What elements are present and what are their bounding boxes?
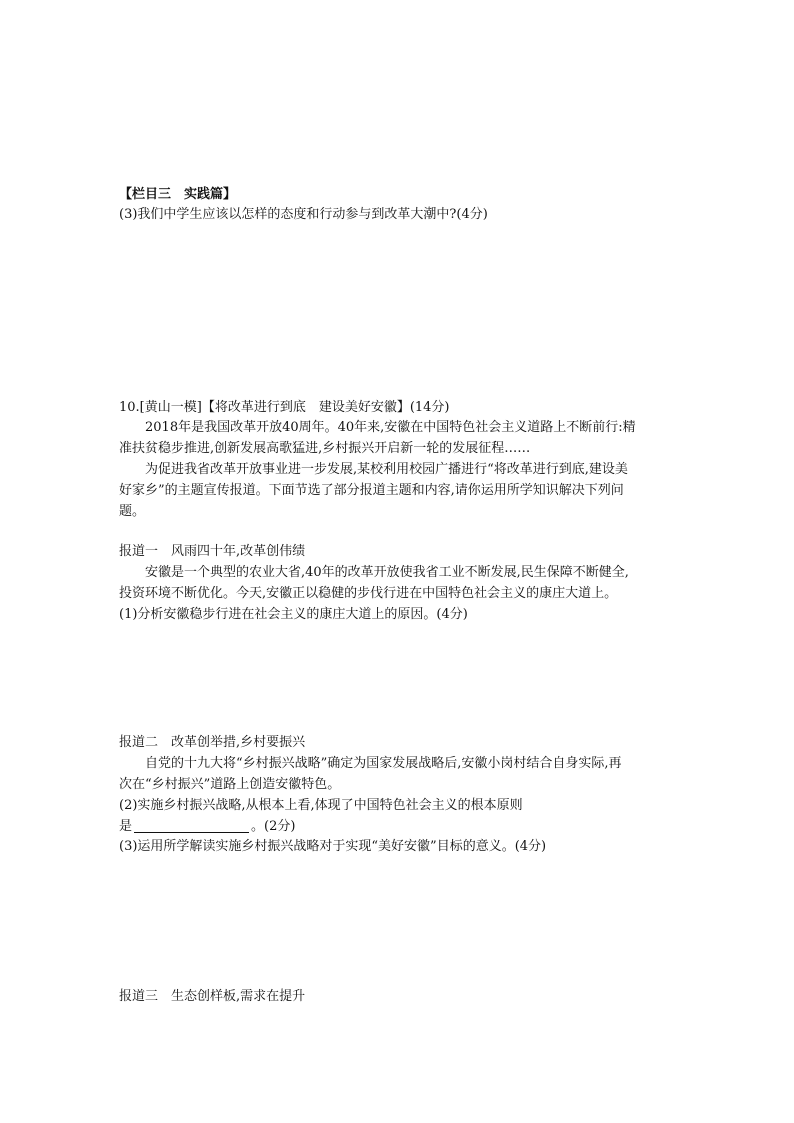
report-2-question-3: (3)运用所学解读实施乡村振兴战略对于实现“美好安徽”目标的意义。(4分) xyxy=(119,839,547,854)
question-10-title: 10.[黄山一模]【将改革进行到底 建设美好安徽】(14分) xyxy=(119,400,450,415)
report-2-body-line-2: 次在“乡村振兴”道路上创造安徽特色。 xyxy=(119,777,341,792)
report-2-question-2-line-1: (2)实施乡村振兴战略,从根本上看,体现了中国特色社会主义的根本原则 xyxy=(119,798,523,813)
intro-paragraph-1-line-1: 2018年是我国改革开放40周年。40年来,安徽在中国特色社会主义道路上不断前行:精 xyxy=(145,420,636,435)
intro-paragraph-1-line-2: 准扶贫稳步推进,创新发展高歌猛进,乡村振兴开启新一轮的发展征程…… xyxy=(119,441,531,456)
section-header: 【栏目三 实践篇】 xyxy=(119,187,237,202)
answer-blank[interactable] xyxy=(134,818,249,833)
intro-paragraph-2-line-1: 为促进我省改革开放事业进一步发展,某校利用校园广播进行“将改革进行到底,建设美 xyxy=(145,462,628,477)
report-2-question-2-line-2 xyxy=(119,818,694,836)
report-2-title: 报道二 改革创举措,乡村要振兴 xyxy=(119,735,306,750)
intro-paragraph-2-line-2: 好家乡”的主题宣传报道。下面节选了部分报道主题和内容,请你运用所学知识解决下列问 xyxy=(119,483,624,498)
intro-paragraph-2-line-3: 题。 xyxy=(119,504,146,519)
report-1-title: 报道一 风雨四十年,改革创伟绩 xyxy=(119,544,306,559)
report-1-body-line-1: 安徽是一个典型的农业大省,40年的改革开放使我省工业不断发展,民生保障不断健全, xyxy=(145,565,629,580)
report-3-title: 报道三 生态创样板,需求在提升 xyxy=(119,989,306,1004)
question-2-suffix: 。(2分) xyxy=(251,819,296,834)
report-1-body-line-2: 投资环境不断优化。今天,安徽正以稳健的步伐行进在中国特色社会主义的康庄大道上。 xyxy=(119,586,618,601)
question-3-practice: (3)我们中学生应该以怎样的态度和行动参与到改革大潮中?(4分) xyxy=(119,207,488,222)
report-1-question-1: (1)分析安徽稳步行进在社会主义的康庄大道上的原因。(4分) xyxy=(119,607,468,622)
question-2-prefix: 是 xyxy=(119,819,133,834)
report-2-body-line-1: 自党的十九大将“乡村振兴战略”确定为国家发展战略后,安徽小岗村结合自身实际,再 xyxy=(145,756,622,771)
